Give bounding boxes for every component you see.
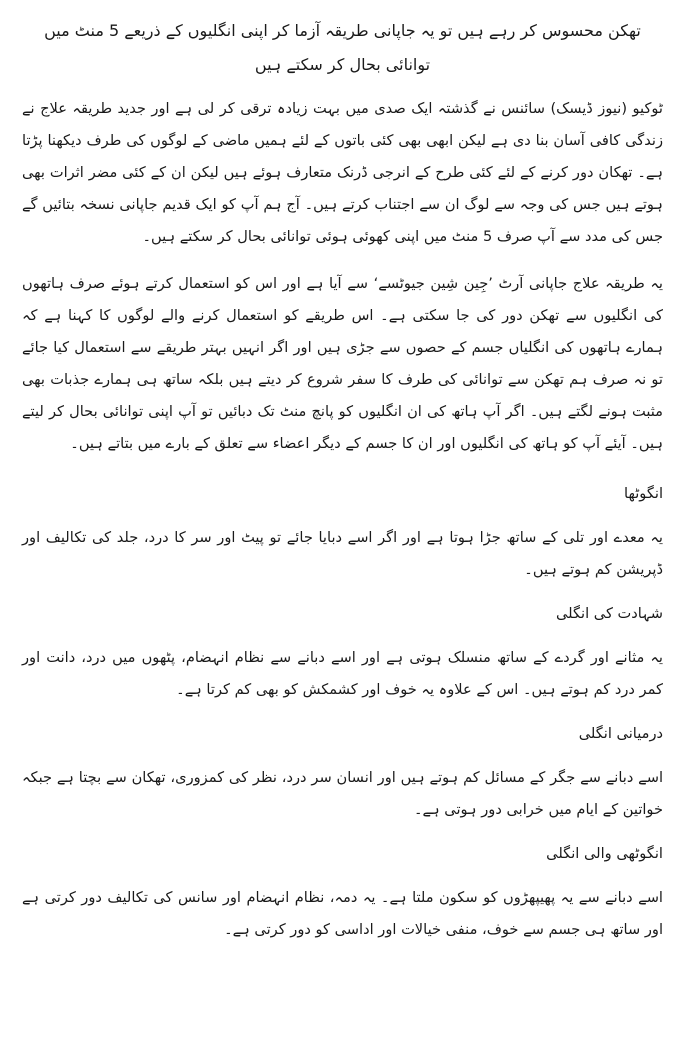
section-text-index-finger: یہ مثانے اور گردے کے ساتھ منسلک ہوتی ہے اور اسے دبانے سے نظام انہضام، پٹھوں میں درد، دانت اور کمر درد کم ہوتے ہیں۔ اس کے علاوہ یہ خوف اور کشمکش کو بھی کم کرتا ہے۔ xyxy=(22,649,663,698)
section-heading-index-finger: شہادت کی انگلی xyxy=(555,605,663,622)
article-lead: تھکن محسوس کر رہے ہیں تو یہ جاپانی طریقہ آزما کر اپنی انگلیوں کے ذریعے 5 منٹ میں توانائی بحال کر سکتے ہیں xyxy=(44,21,641,74)
section-text-thumb: یہ معدے اور تلی کے ساتھ جڑا ہوتا ہے اور اگر اسے دبایا جائے تو پیٹ اور سر کا درد، جلد کی تکالیف اور ڈپریشن کم ہوتے ہیں۔ xyxy=(22,529,663,578)
section-heading-middle-finger: درمیانی انگلی xyxy=(578,725,663,742)
section-text-ring-finger: اسے دبانے سے یہ پھیپھڑوں کو سکون ملتا ہے۔ یہ دمہ، نظام انہضام اور سانس کی تکالیف دور کرتی ہے اور ساتھ ہی جسم سے خوف، منفی خیالات اور اداسی کو دور کرتی ہے۔ xyxy=(22,889,663,938)
method-paragraph: یہ طریقہ علاج جاپانی آرٹ ’جِین شِین جیوٹسے‘ سے آیا ہے اور اس کو استعمال کرتے ہوئے صرف ہاتھوں کی انگلیوں سے تھکن دور کی جا سکتی ہے۔ اس طریقے کو استعمال کرنے والے لوگوں کا کہنا ہے کہ ہمارے ہاتھوں کی انگلیاں جسم کے حصوں سے جڑی ہیں اور اگر انہیں بہتر طریقے سے استعمال کیا جائے تو نہ صرف ہم تھکن سے توانائی کی طرف کا سفر شروع کر دیتے ہیں بلکہ ساتھ ہی ہمارے جذبات بھی مثبت ہونے لگتے ہیں۔ اگر آپ ہاتھ کی ان انگلیوں کو پانچ منٹ تک دبائیں تو آپ اپنی توانائی بحال کر لیتے ہیں۔ آیئے آپ کو ہاتھ کی انگلیوں اور ان کا جسم کے دیگر اعضاء سے تعلق کے بارے میں بتاتے ہیں۔ xyxy=(22,275,663,452)
intro-paragraph: ٹوکیو (نیوز ڈیسک) سائنس نے گذشتہ ایک صدی میں بہت زیادہ ترقی کر لی ہے اور جدید طریقہ علاج نے زندگی کافی آسان بنا دی ہے لیکن ابھی بھی کئی باتوں کے لئے ہمیں ماضی کے لوگوں کی طرف دیکھنا پڑتا ہے۔ تھکان دور کرنے کے لئے کئی طرح کے انرجی ڈرنک متعارف ہوئے ہیں لیکن ان کے کئی مضر اثرات بھی ہوتے ہیں جس کی وجہ سے لوگ ان سے اجتناب کرتے ہیں۔ آج ہم آپ کو ایک قدیم جاپانی نسخہ بتائیں گے جس کی مدد سے آپ صرف 5 منٹ میں اپنی کھوئی ہوئی توانائی بحال کر سکتے ہیں۔ xyxy=(22,100,663,245)
section-text-middle-finger: اسے دبانے سے جگر کے مسائل کم ہوتے ہیں اور انسان سر درد، نظر کی کمزوری، تھکان سے بچتا ہے جبکہ خواتین کے ایام میں خرابی دور ہوتی ہے۔ xyxy=(22,769,663,818)
section-heading-ring-finger: انگوٹھی والی انگلی xyxy=(546,845,663,862)
section-heading-thumb: انگوٹھا xyxy=(624,485,663,502)
